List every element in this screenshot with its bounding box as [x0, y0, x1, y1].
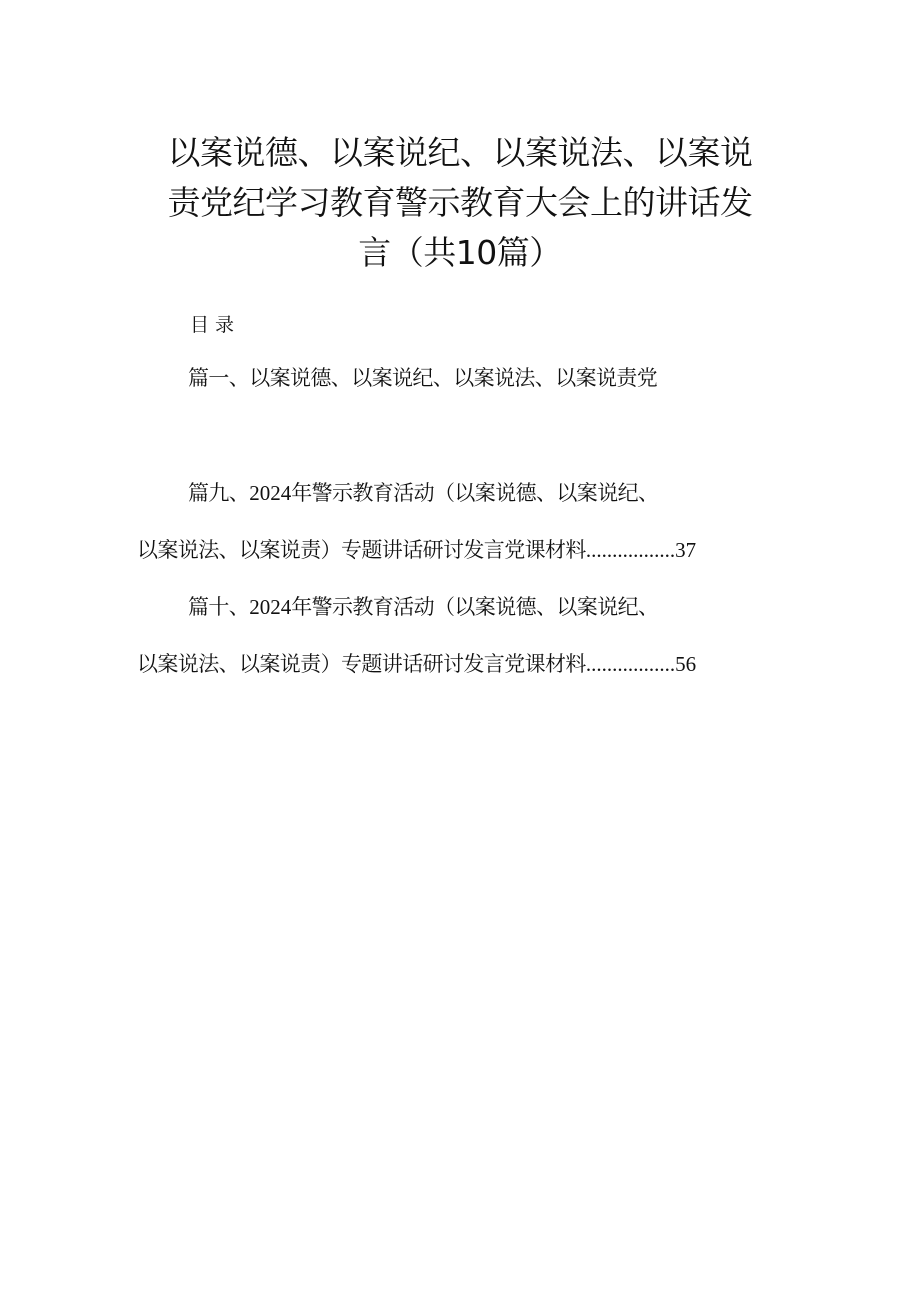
toc-entry-10[interactable] — [188, 592, 658, 622]
toc-entry-text: 以案说法、以案说责）专题讲话研讨发言党课材料 — [137, 538, 586, 562]
toc-entry-year: 2024 — [249, 595, 292, 619]
toc-entry-year: 2024 — [249, 481, 292, 505]
title-line-2: 责党纪学习教育警示教育大会上的讲话发 — [167, 183, 753, 222]
toc-entry-10-continued[interactable] — [137, 649, 696, 679]
title-line-1: 以案说德、以案说纪、以案说法、以案说 — [167, 133, 753, 172]
toc-leader-dots: ................. — [585, 538, 676, 562]
toc-page-number: 37 — [675, 538, 697, 562]
toc-entry-9[interactable] — [188, 478, 658, 508]
toc-entry-text: 年警示教育活动（以案说德、以案说纪、 — [291, 481, 659, 505]
toc-entry-prefix: 篇九、 — [188, 481, 250, 505]
toc-entry-1[interactable] — [188, 363, 657, 393]
title-line-3: 言（共10篇） — [358, 233, 562, 272]
toc-entry-text: 以案说法、以案说责）专题讲话研讨发言党课材料 — [137, 652, 586, 676]
toc-entry-text: 年警示教育活动（以案说德、以案说纪、 — [291, 595, 659, 619]
document-title — [120, 128, 800, 278]
toc-entry-9-continued[interactable] — [137, 535, 696, 565]
toc-entry-text: 篇一、以案说德、以案说纪、以案说法、以案说责党 — [188, 366, 658, 390]
toc-entry-prefix: 篇十、 — [188, 595, 250, 619]
toc-heading: 目录 — [190, 314, 241, 336]
toc-leader-dots: ................. — [585, 652, 676, 676]
toc-page-number: 56 — [675, 652, 697, 676]
